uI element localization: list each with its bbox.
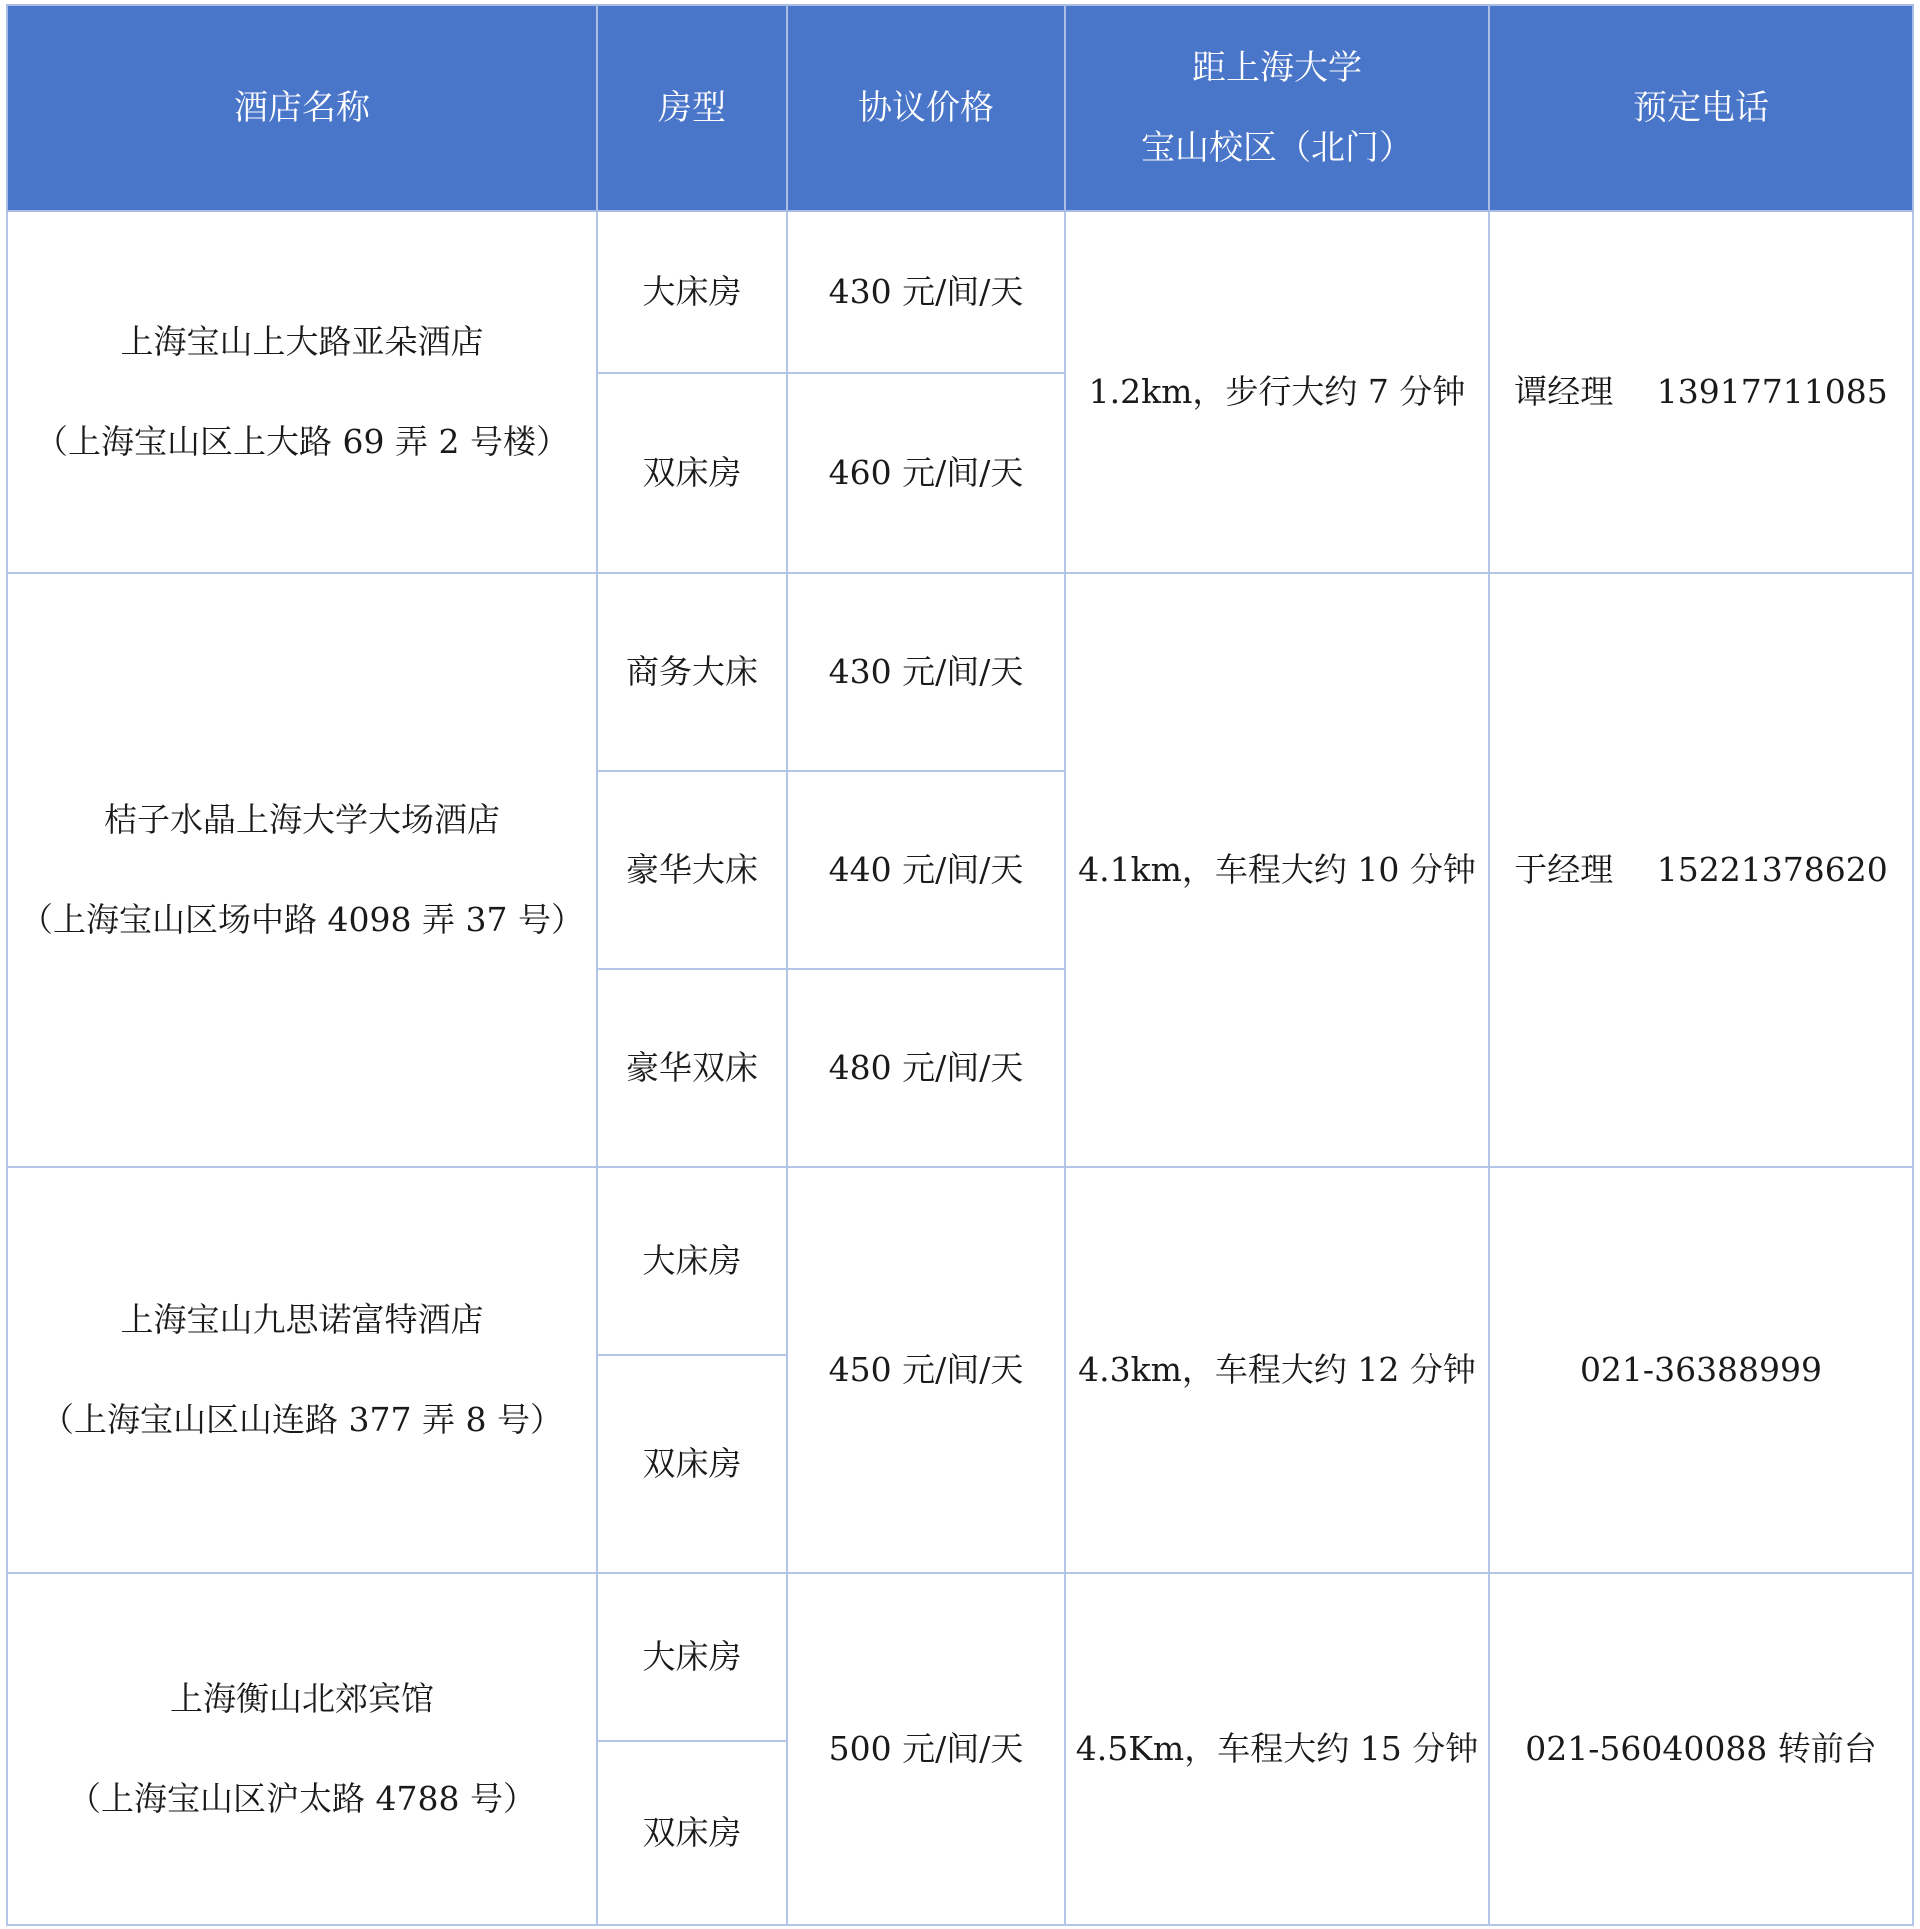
- distance: 1.2km，步行大约 7 分钟: [1065, 211, 1489, 573]
- room-price: 430 元/间/天: [787, 573, 1065, 771]
- distance: 4.1km，车程大约 10 分钟: [1065, 573, 1489, 1167]
- hotel-name-cell: [7, 573, 597, 1167]
- hotel-address: （上海宝山区山连路 377 弄 8 号）: [41, 1400, 563, 1439]
- table-row: [7, 211, 1913, 373]
- header-price: 协议价格: [787, 5, 1065, 211]
- distance: 4.5Km，车程大约 15 分钟: [1065, 1573, 1489, 1925]
- hotel-address: （上海宝山区上大路 69 弄 2 号楼）: [35, 422, 569, 461]
- table-row: [7, 1573, 1913, 1741]
- room-price: 430 元/间/天: [787, 211, 1065, 373]
- room-price: 450 元/间/天: [787, 1167, 1065, 1573]
- phone: 谭经理 13917711085: [1489, 211, 1913, 573]
- room-type: 大床房: [597, 211, 787, 373]
- hotel-name: 上海宝山九思诺富特酒店: [120, 1300, 484, 1339]
- hotel-name: 桔子水晶上海大学大场酒店: [104, 800, 500, 839]
- room-type: 双床房: [597, 373, 787, 573]
- hotel-address: （上海宝山区场中路 4098 弄 37 号）: [20, 900, 584, 939]
- hotel-name-cell: [7, 211, 597, 573]
- hotel-name-cell: [7, 1167, 597, 1573]
- phone: 021-36388999: [1489, 1167, 1913, 1573]
- room-type: 双床房: [597, 1741, 787, 1925]
- header-room-type: 房型: [597, 5, 787, 211]
- phone: 于经理 15221378620: [1489, 573, 1913, 1167]
- header-row: [7, 5, 1913, 211]
- hotel-address: （上海宝山区沪太路 4788 号）: [68, 1779, 536, 1818]
- room-type: 商务大床: [597, 573, 787, 771]
- table-row: [7, 573, 1913, 771]
- hotel-name: 上海宝山上大路亚朵酒店: [120, 322, 484, 361]
- header-distance: [1065, 5, 1489, 211]
- hotel-name: 上海衡山北郊宾馆: [170, 1679, 434, 1718]
- room-price: 500 元/间/天: [787, 1573, 1065, 1925]
- room-price: 460 元/间/天: [787, 373, 1065, 573]
- room-price: 480 元/间/天: [787, 969, 1065, 1167]
- header-distance-line1: 距上海大学: [1192, 48, 1362, 88]
- hotel-name-cell: [7, 1573, 597, 1925]
- room-type: 大床房: [597, 1573, 787, 1741]
- header-distance-line2: 宝山校区（北门）: [1141, 128, 1413, 168]
- room-type: 双床房: [597, 1355, 787, 1573]
- room-type: 大床房: [597, 1167, 787, 1355]
- hotel-table: [6, 4, 1914, 1926]
- room-type: 豪华大床: [597, 771, 787, 969]
- header-hotel-name: 酒店名称: [7, 5, 597, 211]
- distance: 4.3km，车程大约 12 分钟: [1065, 1167, 1489, 1573]
- header-phone: 预定电话: [1489, 5, 1913, 211]
- room-type: 豪华双床: [597, 969, 787, 1167]
- room-price: 440 元/间/天: [787, 771, 1065, 969]
- phone: 021-56040088 转前台: [1489, 1573, 1913, 1925]
- table-row: [7, 1167, 1913, 1355]
